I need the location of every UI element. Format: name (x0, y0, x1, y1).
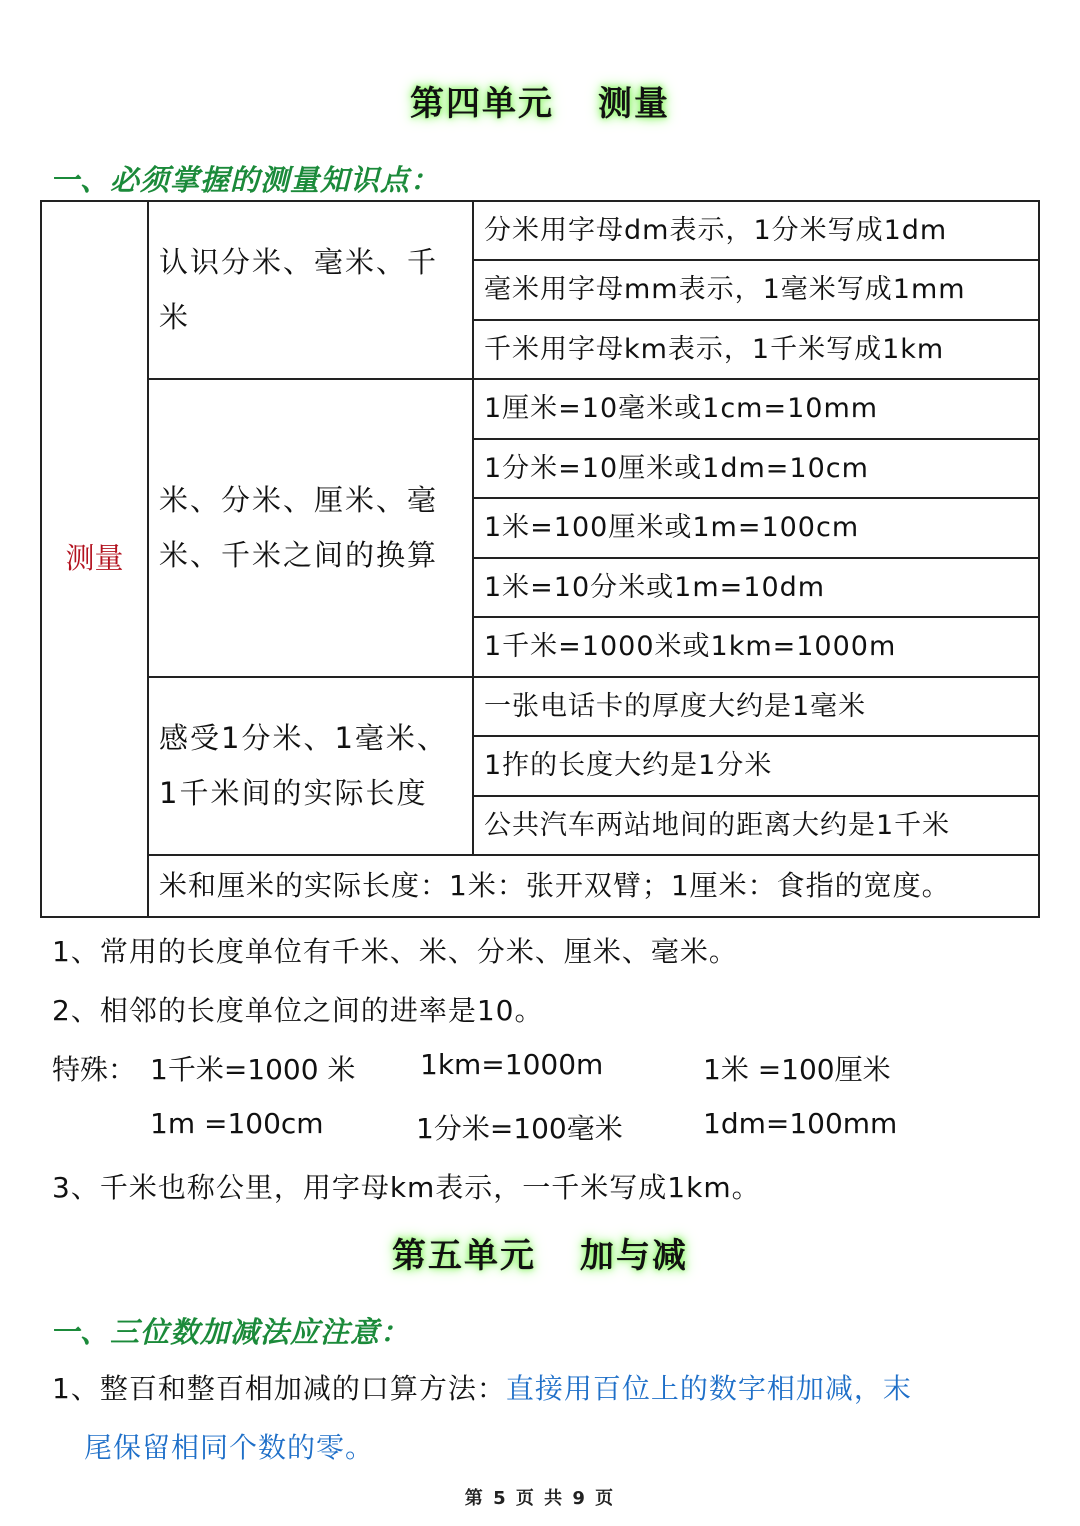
root-cell: 测量 (41, 201, 148, 917)
unit5-name: 加与减 (580, 1236, 688, 1276)
detail-cell: 1千米=1000米或1km=1000m (473, 617, 1039, 677)
detail-cell: 分米用字母dm表示，1分米写成1dm (473, 201, 1039, 260)
unit4-name: 测量 (598, 84, 670, 124)
detail-cell: 1米=10分米或1m=10dm (473, 558, 1039, 617)
detail-cell: 千米用字母km表示，1千米写成1km (473, 320, 1039, 379)
topic-cell: 感受1分米、1毫米、1千米间的实际长度 (148, 677, 473, 855)
detail-cell: 1分米=10厘米或1dm=10cm (473, 439, 1039, 498)
detail-cell: 公共汽车两站地间的距离大约是1千米 (473, 796, 1039, 855)
page-footer: 第 5 页 共 9 页 (464, 1488, 616, 1509)
special-item: 1千米=1000 米 (150, 1053, 356, 1086)
unit5-number: 第五单元 (392, 1236, 536, 1276)
unit4-title (0, 76, 1080, 125)
topic-cell: 认识分米、毫米、千米 (148, 201, 473, 379)
last-row-cell: 米和厘米的实际长度：1米：张开双臂；1厘米：食指的宽度。 (148, 855, 1039, 917)
unit4-number: 第四单元 (410, 84, 554, 124)
detail-cell: 一张电话卡的厚度大约是1毫米 (473, 677, 1039, 736)
item-1-prefix: 1、整百和整百相加减的口算方法： (52, 1372, 506, 1405)
item-1-method-cont: 尾保留相同个数的零。 (84, 1431, 375, 1464)
section2-heading: 一、三位数加减法应注意： (50, 1315, 411, 1349)
detail-cell: 1厘米=10毫米或1cm=10mm (473, 379, 1039, 439)
item-1-method: 直接用百位上的数字相加减，末 (505, 1372, 912, 1405)
section1-heading: 一、必须掌握的测量知识点： (50, 163, 441, 197)
detail-cell: 毫米用字母mm表示，1毫米写成1mm (473, 260, 1039, 320)
detail-cell: 1拃的长度大约是1分米 (473, 736, 1039, 796)
special-item: 1米 =100厘米 (703, 1053, 891, 1086)
special-label: 特殊： (52, 1053, 137, 1086)
special-item: 1km=1000m (420, 1048, 604, 1081)
knowledge-table (40, 200, 1040, 918)
item-1-line (52, 1367, 912, 1407)
note-1: 1、常用的长度单位有千米、米、分米、厘米、毫米。 (52, 935, 738, 968)
special-item: 1分米=100毫米 (416, 1112, 623, 1145)
special-item: 1dm=100mm (703, 1107, 898, 1140)
topic-cell: 米、分米、厘米、毫米、千米之间的换算 (148, 379, 473, 677)
note-3: 3、千米也称公里，用字母km表示，一千米写成1km。 (52, 1171, 761, 1204)
detail-cell: 1米=100厘米或1m=100cm (473, 498, 1039, 558)
note-2: 2、相邻的长度单位之间的进率是10。 (52, 994, 544, 1027)
unit5-title (0, 1228, 1080, 1277)
special-item: 1m =100cm (150, 1107, 324, 1140)
